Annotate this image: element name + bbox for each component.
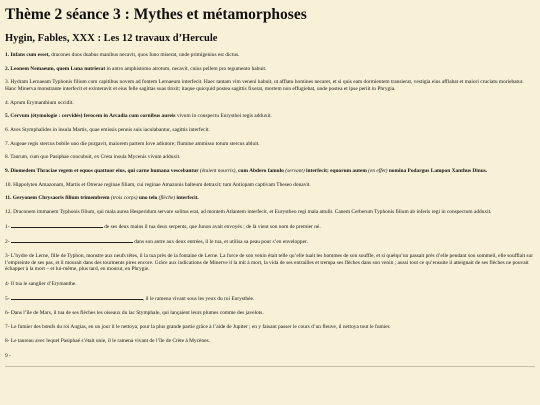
latin-item-3: 3. Hydram Lernaeam Typhonis filium cum capitibus novem ad fontem Lernaeum interfecit. Haec tantam vim veneni habuit, ut afflatu homines necaret, et si quis eam dormientem transierat, vestigia eius afflabat et maiori cruciatu moriebatur. Hanc Minerva monstrante interfecit et exinteravit et eius felle sagittas suas tinxit; itaque quicquid postea sagittis fixerat, mortem non effugiebat, unde postea et ipse periit in Phrygia.: [5, 79, 524, 92]
french-item-7: 7- Le fumier des bœufs du roi Augias, en un jour il le nettoya, pour la plus grande partie grâce à l’aide de Jupiter ; en y faisant passer le cours d’un fleuve, il nettoya tout le fumier.: [5, 324, 391, 331]
french-item-1-number: 1-: [5, 223, 11, 230]
fill-in-blank-2[interactable]: [11, 238, 133, 243]
latin-item-5: [5, 113, 535, 120]
latin-item-8: 8. Taurum, cum quo Pasiphae concubuit, ex Creta insula Mycenis vivum adduxit.: [5, 154, 181, 161]
latin-item-2-text: in antro amphistomo atrotum, necavit, cuius pellem pro tegumento habuit.: [105, 65, 267, 72]
fill-in-blank-5[interactable]: [11, 295, 143, 300]
french-item-2-number: 2-: [5, 239, 11, 246]
latin-item-5-bold-b: ferocem in Arcadia cum cornibus aureis: [83, 113, 176, 120]
french-item-1-text: de ses deux mains il tua deux serpents, que Junon avait envoyés ; de là vient son nom de premier né.: [102, 223, 321, 230]
latin-item-7: 7. Augeae regis stercus bobile uno die purgavit, maiorem partem Iove adiutore; flumine ammisso totum stercus abluit.: [5, 140, 260, 147]
latin-item-9-gloss-c: (en effet): [366, 168, 389, 175]
latin-item-6: 6. Aves Stymphalides in insula Martis, quae emissis pennis suis iaculabantur, sagittis interfecit.: [5, 127, 210, 134]
french-item-2-text: dans son antre aux deux entrées, il le tua, et utilisa sa peau pour s’en envelopper.: [132, 239, 308, 246]
latin-item-2-bold: 2. Leonem Nemaeum, quem Luna nutrierat: [5, 65, 106, 72]
french-item-5-text: , il le ramena vivant sous les yeux du roi Eurysthée.: [142, 295, 255, 302]
latin-item-9-bold-b: cum Abdero famulo: [238, 168, 284, 175]
latin-item-9-bold-d: nomina Podargus Lampon Xanthus Dinus.: [388, 168, 488, 175]
page-title: Thème 2 séance 3 : Mythes et métamorphoses: [5, 6, 307, 23]
latin-item-1-bold: 1. Infans cum esset,: [5, 52, 50, 58]
french-item-1: [5, 223, 535, 231]
latin-item-11-bold-a: 11. Geryonem Chrysaoris filium trimembrem: [5, 195, 110, 202]
latin-item-5-etymology: (étymologie : cervidés): [30, 113, 84, 120]
latin-item-12: 12. Draconem immanem Typhonis filium, qui mala aurea Hesperidum servare solitus erat, ad montem Atlantem interfecit, et Eurystheo regi mala attulit. Canem Cerberum Typhonis filium ab inferis regi in conspectum adduxit.: [5, 209, 492, 216]
latin-item-11-gloss-b: (flèche): [157, 195, 177, 202]
latin-item-1-text: dracones duos duabus manibus necavit, quos Iuno miserat, unde primigenius est dictus.: [49, 52, 240, 58]
page-subtitle: Hygin, Fables, XXX : Les 12 travaux d’Hercule: [5, 33, 218, 44]
latin-item-11-bold-b: uno telo: [138, 195, 158, 202]
latin-item-11-gloss-a: (trois corps): [109, 195, 139, 202]
french-item-4: 4- Il tua le sanglier d’Erymanthe.: [5, 280, 77, 287]
latin-item-9-bold-a: 9. Diomedem Thraciae regem et equos quattuor eius, qui carne humana vescebantur: [5, 168, 199, 175]
latin-item-11: [5, 195, 535, 202]
latin-item-5-bold-a: 5. Cervum: [5, 113, 31, 120]
latin-item-5-text: vivum in conspectu Eurysthei regis adduxit.: [175, 113, 272, 120]
latin-item-11-bold-c: interfecit.: [176, 195, 199, 202]
french-item-3: 3- L’hydre de Lerne, fille de Typhon, monstre aux neufs têtes, il la tua près de la fontaine de Lerne. La force de son venin était telle qu’elle tuait les hommes de son souffle, et si quelqu’un passait près d’elle pendant son sommeil, elle soufflait sur l’empreinte de ses pas, et il mourait dans des tourments pires encore. Grâce aux indications de Minerve il la mit à mort, la vida de ses entrailles et trempa ses flèches dans son venin ; aussi tout ce qu’ensuite il atteignait de ses flèches ne pouvait échapper à la mort – et lui-même, plus tard, en mourut, en Phrygie.: [5, 253, 533, 273]
french-item-5: [5, 295, 535, 303]
french-item-8: 8- Le taureau avec lequel Pasiphaé s’était unie, il le ramena vivant de l’île de Crète à Mycènes.: [5, 338, 210, 345]
bottom-divider: [5, 366, 535, 367]
french-item-2: [5, 238, 535, 246]
latin-item-9: [5, 168, 535, 175]
french-item-9: 9 -: [5, 352, 11, 359]
latin-item-4: 4. Aprum Erymanthium occidit.: [5, 99, 74, 106]
french-item-5-number: 5-: [5, 295, 11, 302]
latin-item-2: [5, 66, 535, 73]
french-item-6: 6- Dans l’île de Mars, il tua de ses flèches les oiseaux du lac Stymphale, qui lançaient leurs plumes comme des javelots.: [5, 309, 264, 316]
fill-in-blank-1[interactable]: [11, 223, 103, 228]
latin-item-9-bold-c: interfecit; equorum autem: [306, 168, 367, 175]
latin-item-9-gloss-a: (étaient nourris),: [198, 168, 239, 175]
latin-item-1: [5, 52, 535, 59]
latin-item-10: 10. Hippolyten Amazonam, Martis et Otrerae reginae filiam, cui reginae Amazonis balteum detraxit; tum Antiopam captivam Theseo donavit.: [5, 181, 311, 188]
latin-item-9-gloss-b: (servant): [283, 168, 307, 175]
